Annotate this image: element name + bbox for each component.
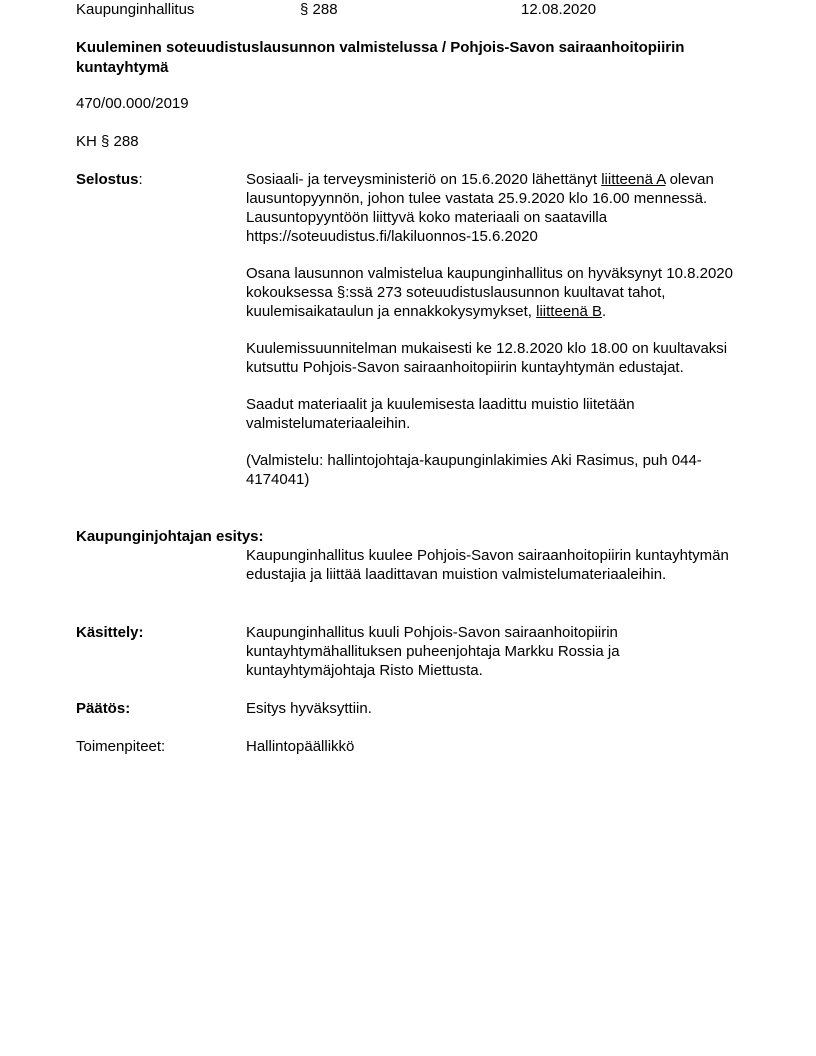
kasittely-body [246, 623, 746, 680]
selostus-paragraph-2: Osana lausunnon valmistelua kaupunginhallitus on hyväksynyt 10.8.2020 kokouksessa §:ssä 273 soteuudistuslausunnon kuultavat tahot, kuulemisaikataulun ja ennakkokysymykset, liitteenä B. [246, 265, 733, 320]
attachment-b-link[interactable]: liitteenä B [536, 303, 603, 320]
esitys-body [246, 546, 746, 584]
document-title: Kuuleminen soteuudistuslausunnon valmistelussa / Pohjois-Savon sairaanhoitopiirin kuntayhtymä [76, 39, 685, 76]
record-number: 470/00.000/2019 [76, 95, 189, 112]
selostus-paragraph-3: Kuulemissuunnitelman mukaisesti ke 12.8.2020 klo 18.00 on kuultavaksi kutsuttu Pohjois-Savon sairaanhoitopiirin kuntayhtymän edustajat. [246, 340, 728, 376]
kh-reference: KH § 288 [76, 133, 139, 150]
header-section: § 288 [300, 1, 338, 18]
toimenpiteet-text: Hallintopäällikkö [246, 738, 355, 755]
kasittely-label: Käsittely: [76, 624, 144, 641]
selostus-body [246, 170, 746, 489]
toimenpiteet-label: Toimenpiteet: [76, 738, 166, 755]
attachment-a-link[interactable]: liitteenä A [601, 171, 666, 188]
paatos-label: Päätös: [76, 700, 131, 717]
paatos-body [246, 699, 746, 718]
header-body: Kaupunginhallitus [76, 1, 195, 18]
toimenpiteet-body [246, 737, 746, 756]
header-date: 12.08.2020 [521, 1, 597, 18]
selostus-paragraph-4: Saadut materiaalit ja kuulemisesta laadittu muistio liitetään valmistelumateriaaleihin. [246, 396, 635, 432]
kasittely-text: Kaupunginhallitus kuuli Pohjois-Savon sairaanhoitopiirin kuntayhtymähallituksen puheenjohtaja Markku Rossia ja kuntayhtymäjohtaja Risto Miettusta. [246, 624, 620, 679]
selostus-paragraph-1: Sosiaali- ja terveysministeriö on 15.6.2020 lähettänyt liitteenä A olevan lausuntopyynnön, johon tulee vastata 25.9.2020 klo 16.00 mennessä. Lausuntopyyntöön liittyvä koko materiaali on saatavilla https://soteuudistus.fi/lakiluonnos-15.6.2020 [246, 171, 714, 245]
paatos-text: Esitys hyväksyttiin. [246, 700, 372, 717]
selostus-label: Selostus: [76, 171, 143, 188]
selostus-paragraph-5: (Valmistelu: hallintojohtaja-kaupunginlakimies Aki Rasimus, puh 044-4174041) [246, 452, 702, 488]
page-header [76, 0, 776, 22]
esitys-label: Kaupunginjohtajan esitys: [76, 528, 264, 545]
esitys-text: Kaupunginhallitus kuulee Pohjois-Savon sairaanhoitopiirin kuntayhtymän edustajia ja liittää laadittavan muistion valmistelumateriaaleihin. [246, 547, 729, 583]
